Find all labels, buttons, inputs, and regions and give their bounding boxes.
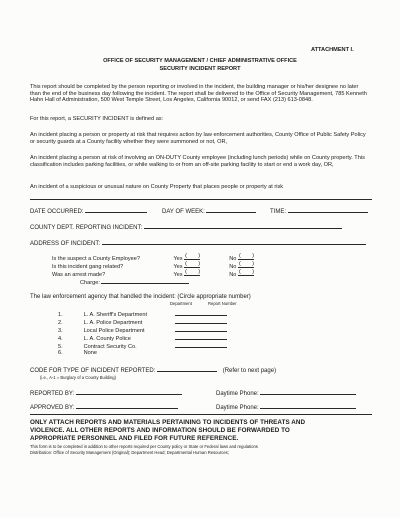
agency-label: The law enforcement agency that handled the incident: (Circle appropriate number) — [30, 294, 251, 300]
daytime-phone-row — [216, 389, 356, 398]
no-label: No — [229, 256, 237, 262]
report-number-field[interactable] — [175, 318, 227, 324]
yes-checkbox[interactable] — [184, 270, 200, 276]
charge-field[interactable] — [101, 278, 189, 284]
notice-line-1: ONLY ATTACH REPORTS AND MATERIALS PERTAINING TO INCIDENTS OF THREATS AND — [30, 419, 306, 426]
department-sublabel: Department — [170, 301, 192, 306]
agency-number: 1. — [58, 312, 63, 318]
time-label: TIME: — [270, 209, 286, 215]
yes-label: Yes — [173, 264, 183, 270]
charge-label: Charge: — [80, 280, 100, 286]
agency-name: L. A. Police Department — [83, 320, 143, 326]
agency-name: L. A. Sheriff's Department — [83, 312, 148, 318]
no-checkbox[interactable] — [238, 254, 254, 260]
intro-paragraph: This report should be completed by the person reporting or involved in the incident, the building manager or his/her designee no later than the end of the business day following the incident. The report shall be delivered to the Office of Security Management, 785 Kenneth Hahn Hall of Administration, 500 West Temple Street, Los Angeles, California 90012, or send FAX (213) 613-0848. — [30, 84, 367, 104]
definition-heading: For this report, a SECURITY INCIDENT is defined as: — [30, 116, 164, 122]
approved-by-label: APPROVED BY: — [30, 405, 75, 411]
address-field[interactable] — [102, 239, 366, 245]
yes-label: Yes — [173, 272, 183, 278]
question-text: Is this incident gang related? — [52, 264, 124, 270]
section-divider — [30, 199, 372, 200]
daytime-phone-label: Daytime Phone: — [216, 391, 259, 397]
reported-by-field[interactable] — [76, 389, 182, 395]
definition-2: An incident placing a person at risk of involving an ON-DUTY County employee (including lunch periods) while on County property. This classification includes parking facilities, or while walking to or from an off-site parking facility to start or end a work day, OR, — [30, 155, 365, 168]
form-title: OFFICE OF SECURITY MANAGEMENT / CHIEF ADMINISTRATIVE OFFICE — [103, 58, 297, 64]
agency-item[interactable] — [58, 350, 174, 357]
report-number-sublabel: Report Number — [208, 301, 237, 306]
no-checkbox[interactable] — [238, 270, 254, 276]
question-text: Is the suspect a County Employee? — [52, 256, 140, 262]
county-dept-row — [30, 223, 342, 232]
no-label: No — [229, 272, 237, 278]
reported-by-label: REPORTED BY: — [30, 391, 75, 397]
yes-checkbox[interactable] — [184, 254, 200, 260]
yes-checkbox[interactable] — [184, 262, 200, 268]
approved-by-field[interactable] — [76, 403, 178, 409]
address-label: ADDRESS OF INCIDENT: — [30, 241, 101, 247]
question-text: Was an arrest made? — [52, 272, 106, 278]
footer-divider — [30, 414, 372, 415]
no-checkbox[interactable] — [238, 262, 254, 268]
report-number-field[interactable] — [175, 310, 227, 316]
day-of-week-label: DAY OF WEEK: — [162, 209, 205, 215]
definition-1: An incident placing a person or property at risk that requires action by law enforcement authorities, County Office of Public Safety Policy or security guards at a County facility whether they were summoned or not, OR, — [30, 132, 366, 145]
daytime-phone-field[interactable] — [260, 389, 356, 395]
date-occurred-label: DATE OCCURRED: — [30, 209, 84, 215]
incident-code-row — [30, 366, 276, 375]
agency-name: L. A. County Police — [83, 336, 131, 342]
county-dept-label: COUNTY DEPT. REPORTING INCIDENT: — [30, 225, 143, 231]
daytime-phone-label: Daytime Phone: — [216, 405, 259, 411]
daytime-phone-row — [216, 403, 356, 412]
time-row — [270, 207, 368, 216]
notice-line-3: APPROPRIATE PERSONNEL AND FILED FOR FUTURE REFERENCE. — [30, 435, 239, 442]
agency-number: 4. — [58, 336, 63, 342]
agency-number: 3. — [58, 328, 63, 334]
agency-number: 5. — [58, 344, 63, 350]
report-number-field[interactable] — [175, 342, 227, 348]
time-field[interactable] — [288, 207, 368, 213]
date-occurred-field[interactable] — [85, 207, 147, 213]
agency-name: Contract Security Co. — [83, 344, 137, 350]
reported-by-row — [30, 389, 182, 398]
incident-code-label: CODE FOR TYPE OF INCIDENT REPORTED: — [30, 368, 156, 374]
approved-by-row — [30, 403, 178, 412]
day-of-week-row — [162, 207, 256, 216]
day-of-week-field[interactable] — [206, 207, 256, 213]
attachment-label: ATTACHMENT I. — [311, 47, 354, 53]
daytime-phone-field[interactable] — [260, 403, 356, 409]
agency-number: 2. — [58, 320, 63, 326]
footer-note-1: This form is to be completed in addition to other reports required per County policy or State or Federal laws and regulations — [30, 444, 258, 449]
agency-number: 6. — [58, 350, 63, 356]
form-subtitle: SECURITY INCIDENT REPORT — [159, 66, 241, 72]
county-dept-field[interactable] — [144, 223, 342, 229]
incident-code-note: (Refer to next page) — [222, 368, 277, 374]
charge-row — [80, 278, 189, 287]
address-row — [30, 239, 366, 248]
incident-code-field[interactable] — [157, 366, 217, 372]
date-occurred-row — [30, 207, 147, 216]
yes-label: Yes — [173, 256, 183, 262]
report-number-field[interactable] — [175, 326, 227, 332]
notice-line-2: VIOLENCE. ALL OTHER REPORTS AND INFORMATION SHOULD BE FORWARDED TO — [30, 427, 290, 434]
distribution-note: Distribution: Office of Security Management (Original); Department Head; Departmental Human Resources; — [30, 450, 229, 455]
no-label: No — [229, 264, 237, 270]
incident-code-example: (i.e., A-1 = Burglary of a County Building) — [40, 375, 116, 380]
report-number-field[interactable] — [175, 334, 227, 340]
definition-3: An incident of a suspicious or unusual nature on County Property that places people or property at risk — [30, 184, 284, 190]
agency-name: Local Police Department — [83, 328, 145, 334]
agency-name: None — [83, 350, 97, 356]
